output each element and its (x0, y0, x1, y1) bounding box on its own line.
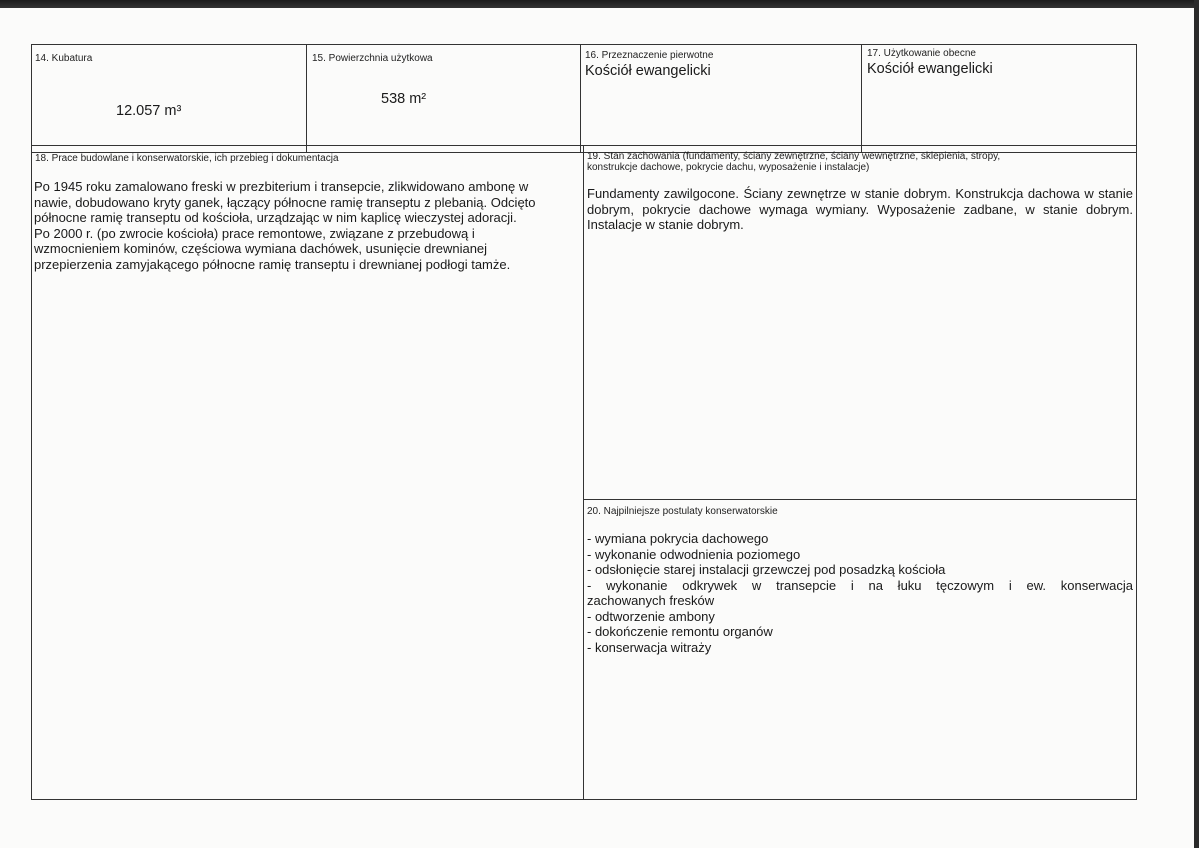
powierzchnia-cell (306, 44, 581, 153)
postulaty-cell (583, 499, 1137, 800)
postulat-item: zachowanych fresków (587, 593, 715, 608)
prace-line: północne ramię transeptu od kościoła, urządzając w nim kaplicę wieczystej adoracji. (34, 210, 517, 225)
stan-label (587, 151, 1135, 173)
stan-label-line: konstrukcje dachowe, pokrycie dachu, wyposażenie i instalacje) (587, 162, 870, 173)
stan-cell (583, 145, 1137, 500)
przeznaczenie-label: 16. Przeznaczenie pierwotne (585, 50, 714, 61)
stan-text: Fundamenty zawilgocone. Ściany zewnętrze w stanie dobrym. Konstrukcja dachowa w stanie dobrym, pokrycie dachowe wymaga wymiany. Wyposażenie zadbane, w stanie dobrym. Instalacje w stanie dobrym. (587, 186, 1133, 232)
uzytkowanie-cell (861, 44, 1137, 153)
powierzchnia-label: 15. Powierzchnia użytkowa (312, 53, 433, 64)
prace-line: wzmocnieniem kominów, częściowa wymiana dachówek, usunięcie drewnianej (34, 241, 488, 256)
postulat-item: - wymiana pokrycia dachowego (587, 531, 769, 546)
postulat-item: - wykonanie odwodnienia poziomego (587, 546, 801, 562)
prace-line: nawie, dobudowano kryty ganek, łączący północne ramię transeptu z plebanią. Odcięto (34, 194, 536, 210)
uzytkowanie-value: Kościół ewangelicki (867, 61, 993, 77)
scan-right-edge (1194, 0, 1199, 848)
kubatura-label: 14. Kubatura (35, 53, 93, 64)
powierzchnia-value: 538 m² (381, 91, 427, 107)
prace-line: Po 2000 r. (po zwrocie kościoła) prace remontowe, związane z przebudową i (34, 225, 475, 241)
uzytkowanie-label: 17. Użytkowanie obecne (867, 48, 976, 59)
przeznaczenie-value: Kościół ewangelicki (585, 63, 711, 79)
prace-label: 18. Prace budowlane i konserwatorskie, ich przebieg i dokumentacja (35, 153, 339, 164)
document-sheet (0, 8, 1194, 848)
kubatura-cell (31, 44, 307, 153)
postulaty-list (587, 531, 1133, 655)
postulat-item: - odsłonięcie starej instalacji grzewczej pod posadzką kościoła (587, 562, 946, 577)
postulat-item: - odtworzenie ambony (587, 608, 715, 624)
prace-line: Po 1945 roku zamalowano freski w prezbiterium i transepcie, zlikwidowano ambonę w (34, 179, 529, 194)
prace-line: przepierzenia zamyjakącego północne ramię transeptu i drewnianej podłogi tamże. (34, 256, 511, 272)
kubatura-value: 12.057 m³ (116, 103, 182, 119)
przeznaczenie-cell (580, 44, 862, 153)
prace-cell (31, 145, 584, 800)
prace-text (34, 179, 579, 272)
stan-label-line: 19. Stan zachowania (fundamenty, ściany zewnętrzne, ściany wewnętrzne, sklepienia, stropy, (587, 151, 1001, 162)
postulaty-label: 20. Najpilniejsze postulaty konserwatorskie (587, 506, 778, 517)
postulat-item: - wykonanie odkrywek w transepcie i na łuku tęczowym i ew. konserwacja (587, 577, 1133, 593)
postulat-item: - konserwacja witraży (587, 639, 712, 655)
postulat-item: - dokończenie remontu organów (587, 624, 773, 639)
